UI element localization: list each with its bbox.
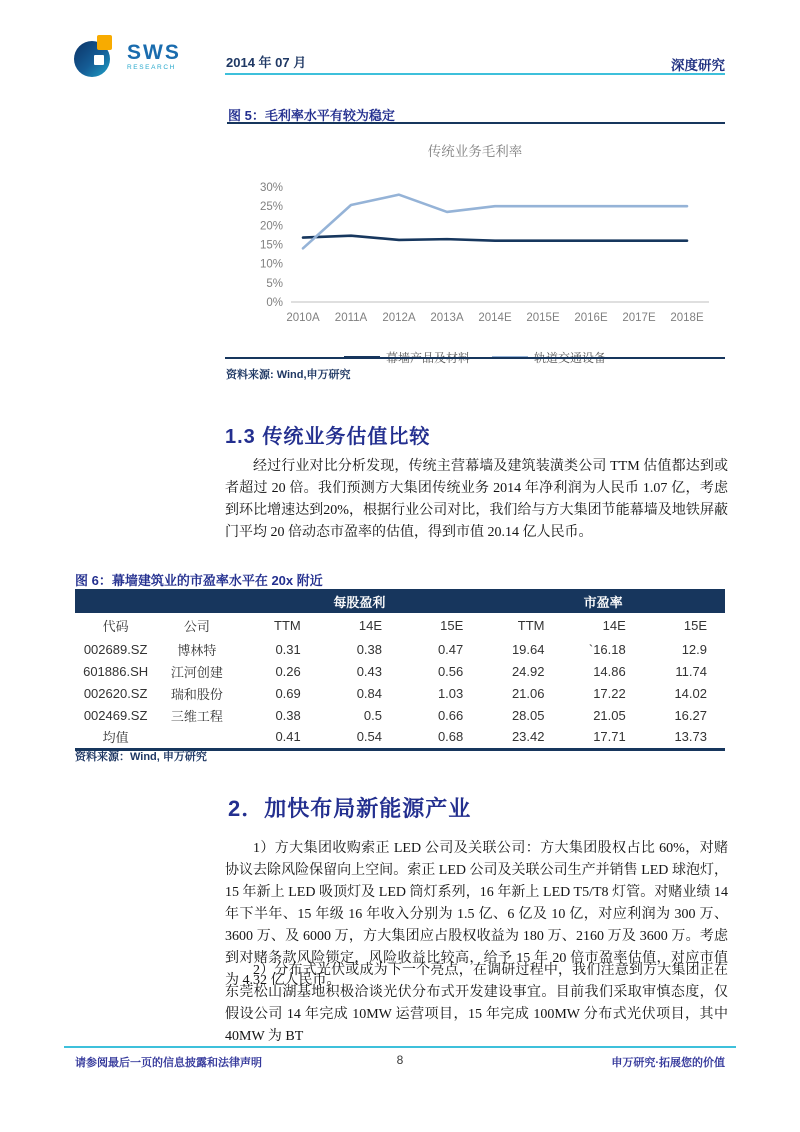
svg-text:2016E: 2016E: [574, 312, 608, 324]
svg-text:5%: 5%: [266, 277, 283, 290]
logo-sws-text: SWS: [127, 41, 181, 65]
table-cell: 江河创建: [170, 664, 223, 680]
group-header-pe: 市盈率: [481, 589, 725, 613]
table-cell: 002469.SZ: [83, 707, 148, 723]
table-cell: 0.56: [437, 663, 464, 679]
section-2-heading: 2．加快布局新能源产业: [228, 796, 472, 821]
column-header: 14E: [358, 618, 382, 633]
table-cell: 0.47: [437, 641, 464, 657]
figure5-source: 资料来源: Wind,申万研究: [226, 369, 351, 381]
svg-text:2013A: 2013A: [430, 312, 464, 324]
table-cell: 17.22: [593, 685, 626, 701]
table-cell: 瑞和股份: [170, 686, 223, 702]
table-cell: [156, 726, 237, 749]
sws-logo-icon: [74, 34, 120, 80]
column-header: 15E: [440, 618, 464, 633]
table-cell: `16.18: [588, 641, 626, 657]
table-row: [75, 726, 725, 749]
table-cell: 002620.SZ: [83, 685, 148, 701]
table-cell: 002689.SZ: [83, 641, 148, 657]
svg-text:25%: 25%: [259, 201, 283, 214]
table-cell: 17.71: [593, 729, 626, 745]
table-cell: 16.27: [674, 707, 707, 723]
svg-text:30%: 30%: [259, 182, 283, 194]
table-cell: 0.5: [363, 707, 382, 723]
table-row: [75, 638, 725, 660]
table-cell: 601886.SH: [83, 663, 149, 679]
table-cell: 21.05: [593, 707, 626, 723]
table-cell: 11.74: [675, 663, 707, 679]
figure5-caption-underline: [227, 122, 725, 124]
table-cell: 24.92: [511, 663, 545, 679]
table-cell: 三维工程: [170, 708, 223, 724]
svg-text:2015E: 2015E: [526, 312, 560, 324]
table-row: [75, 682, 725, 704]
column-header: TTM: [274, 618, 301, 633]
table-cell: 0.84: [356, 685, 382, 701]
table-cell: 13.73: [674, 729, 707, 745]
legend-label: 轨道交通设备: [534, 351, 607, 365]
table-cell: 均值: [102, 730, 129, 746]
table-row: [75, 660, 725, 682]
table-cell: 23.42: [511, 729, 545, 745]
table-cell: 0.41: [275, 729, 301, 745]
section-1-3-paragraph: 经过行业对比分析发现，传统主营幕墙及建筑装潢类公司 TTM 估值都达到或者超过 20 倍。我们预测方大集团传统业务 2014 年净利润为人民币 1.07 亿，考虑到环比增速达到20%，根据行业公司对比，我们给与方大集团节能幕墙及地铁屏蔽门平均 20 倍动态市盈率的估值，得到市值 20.14 亿人民币。: [225, 459, 728, 540]
report-date: 2014 年 07 月: [226, 55, 307, 70]
table-cell: 19.64: [511, 641, 545, 657]
section-1-3-heading: 1.3 传统业务估值比较: [225, 426, 431, 448]
column-header: 14E: [602, 618, 626, 633]
figure5-caption: 图 5：毛利率水平有较为稳定: [228, 108, 395, 123]
svg-text:0%: 0%: [266, 297, 283, 309]
table-cell: 14.02: [674, 685, 707, 701]
section-2-paragraph-1: 1）方大集团收购索正 LED 公司及关联公司：方大集团股权占比 60%，对赌协议去除风险保留向上空间。索正 LED 公司及关联公司生产并销售 LED 球泡灯，15 年新上 LED 吸顶灯及 LED 筒灯系列，16 年新上 LED T5/T8 灯管。对赌业绩 14 年下半年、15 年级 16 年收入分别为 1.5 亿、6 亿及 10 亿，对应利润为 300 万、3600 万、及 6000 万，方大集团应占股权收益为 180 万、2160 万及 3600 万。考虑到对赌条款风险锁定，风险收益比较高，给予 15 年 20 倍市盈率估值，对应市值为 4.32 亿人民币。: [225, 841, 728, 988]
table-cell: 0.38: [275, 707, 301, 723]
table-cell: 0.69: [275, 685, 301, 701]
table-row: [75, 704, 725, 726]
figure6-source: 资料来源：Wind, 申万研究: [75, 751, 207, 763]
column-header: 15E: [683, 618, 707, 633]
section-2-paragraph-2: 2）分布式光伏或成为下一个亮点，在调研过程中，我们注意到方大集团正在东莞松山湖基地积极洽谈光伏分布式开发建设事宜。目前我们采取审慎态度，仅假设公司 14 年完成 10MW 运营项目，15 年完成 100MW 分布式光伏项目，其中 40MW 为 BT: [225, 963, 728, 1044]
logo-wordmark: [127, 42, 181, 72]
table-cell: 0.26: [275, 663, 301, 679]
footer-slogan: 申万研究·拓展您的价值: [611, 1057, 725, 1069]
legend-label: 幕墙产品及材料: [385, 351, 470, 365]
table-cell: 0.68: [437, 729, 464, 745]
table-cell: 0.43: [356, 663, 382, 679]
table-cell: 12.9: [681, 641, 707, 657]
logo-white-notch-icon: [94, 55, 104, 65]
svg-text:2018E: 2018E: [670, 312, 704, 324]
table-cell: 28.05: [511, 707, 545, 723]
table-cell: 0.31: [275, 641, 301, 657]
footer-disclaimer: 请参阅最后一页的信息披露和法律声明: [75, 1057, 262, 1069]
column-header: TTM: [517, 618, 545, 633]
report-type-label: 深度研究: [671, 58, 725, 73]
svg-text:10%: 10%: [259, 258, 283, 271]
figure6-caption: 图 6：幕墙建筑业的市盈率水平在 20x 附近: [75, 573, 323, 588]
group-header-eps: 每股盈利: [238, 589, 482, 613]
chart-title: 传统业务毛利率: [427, 144, 523, 159]
table-cell: 1.03: [437, 685, 464, 701]
svg-text:2012A: 2012A: [382, 312, 416, 324]
gross-margin-chart: [235, 140, 715, 366]
logo-orange-square-icon: [97, 35, 112, 50]
figure5-bottom-rule: [225, 357, 725, 359]
footer-divider: [64, 1046, 736, 1048]
table-cell: 14.86: [593, 663, 626, 679]
svg-text:2011A: 2011A: [334, 312, 368, 324]
pe-comparison-table: [75, 589, 725, 751]
table-column-header-row: [75, 613, 725, 638]
svg-text:2017E: 2017E: [622, 312, 656, 324]
table-cell: 0.38: [356, 641, 382, 657]
page-number: 8: [396, 1053, 404, 1067]
table-cell: 博林特: [177, 642, 217, 658]
table-cell: 21.06: [511, 685, 545, 701]
column-header: 代码: [102, 619, 129, 634]
logo-research-text: RESEARCH: [127, 64, 176, 72]
column-header: 公司: [183, 619, 210, 634]
table-group-header-row: [75, 589, 725, 613]
line-chart-canvas: [235, 162, 715, 342]
svg-text:20%: 20%: [259, 220, 283, 233]
table-cell: 0.66: [437, 707, 464, 723]
table-cell: 0.54: [356, 729, 382, 745]
svg-text:2014E: 2014E: [478, 312, 512, 324]
svg-text:2010A: 2010A: [286, 312, 320, 324]
header-divider: [225, 73, 725, 75]
svg-text:15%: 15%: [259, 239, 283, 252]
sws-logo: [74, 34, 181, 80]
group-header-spacer: [75, 589, 238, 613]
